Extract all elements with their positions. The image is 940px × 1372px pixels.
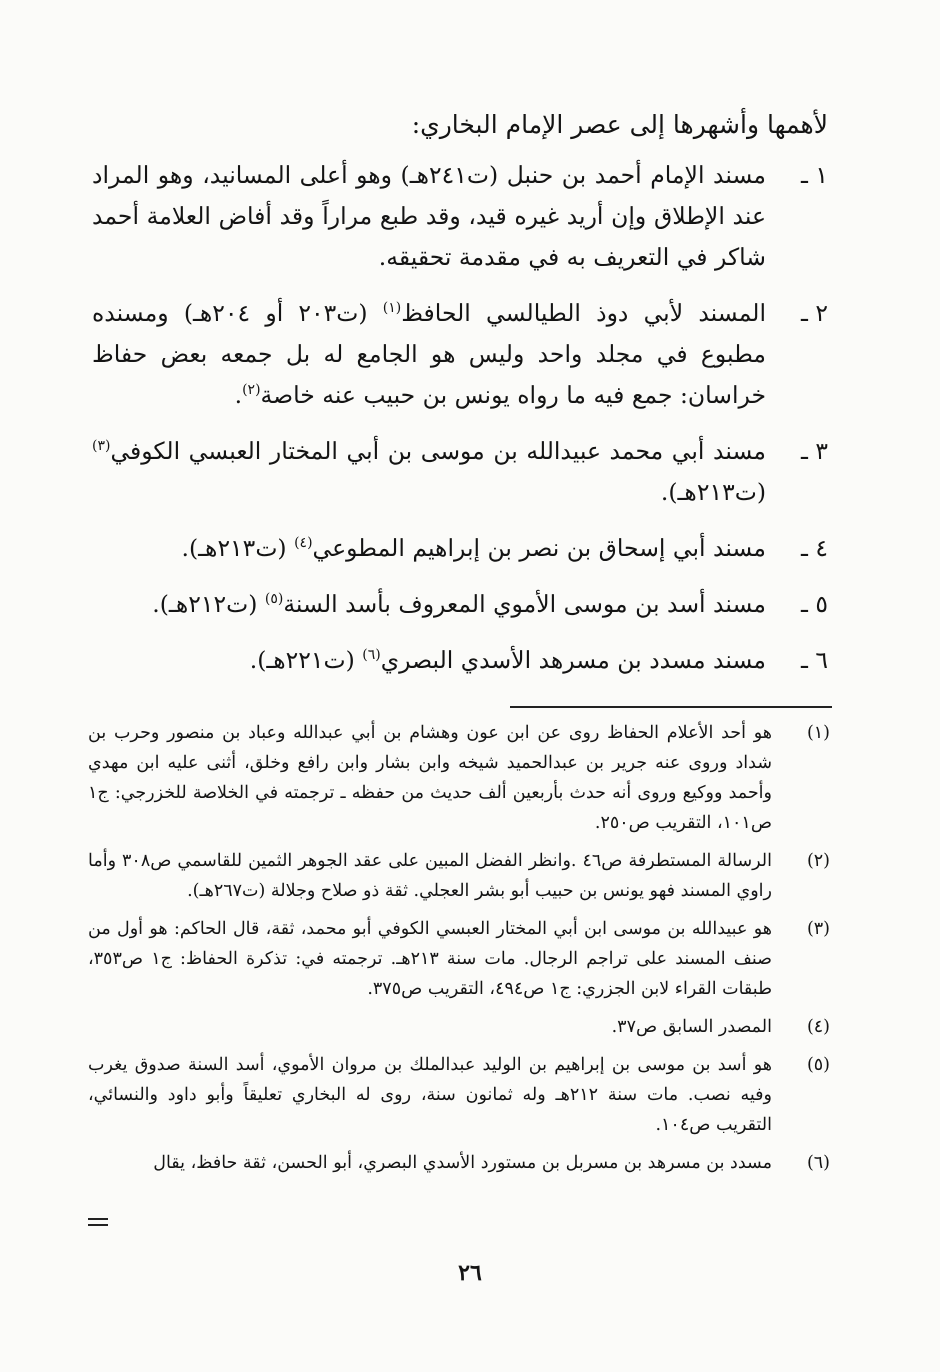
page-number: ٢٦ — [458, 1260, 482, 1286]
item-text: (ت٢٢١هـ). — [249, 646, 363, 674]
footnote-number: (٣) — [806, 919, 830, 939]
footnote-number: (١) — [806, 723, 830, 743]
item-text: مسند مسدد بن مسرهد الأسدي البصري — [380, 646, 766, 674]
list-item — [92, 640, 828, 681]
item-text: (ت٢٠٣ أو ٢٠٤هـ) ومسنده مطبوع في مجلد واحد وليس هو الجامع له بل جمعه بعض حفاظ خراسان: جمع فيه ما رواه يونس بن حبيب عنه خاصة — [92, 299, 766, 409]
footnote-text: المصدر السابق ص٣٧. — [611, 1017, 772, 1037]
item-text: (ت٢١٣هـ). — [181, 534, 295, 562]
item-number: ٥ ـ — [801, 590, 828, 618]
item-text: مسند أسد بن موسى الأموي المعروف بأسد السنة — [283, 590, 766, 618]
item-number: ٢ ـ — [801, 299, 828, 327]
footnote-number: (٥) — [806, 1055, 830, 1075]
footnote-ref[interactable]: (٦) — [362, 647, 381, 664]
footnote-ref[interactable]: (٣) — [92, 438, 111, 455]
footnote — [88, 1050, 830, 1140]
footnote-ref[interactable]: (٢) — [242, 382, 261, 399]
item-text: المسند لأبي دوذ الطيالسي الحافظ — [401, 299, 766, 327]
footnote — [88, 846, 830, 906]
list-item — [92, 293, 828, 416]
item-text: (ت٢١٣هـ). — [660, 478, 766, 506]
footnote-number: (٢) — [806, 851, 830, 871]
footnote-number: (٦) — [806, 1153, 830, 1173]
item-number: ٣ ـ — [801, 437, 828, 465]
footnote-text: هو عبيدالله بن موسى ابن أبي المختار العبسي الكوفي أبو محمد، ثقة، قال الحاكم: هو أول من صنف المسند على تراجم الرجال. مات سنة ٢١٣هـ. ترجمته في: تذكرة الحفاظ: ج١ ص٣٥٣، طبقات القراء لابن الجزري: ج١ ص٤٩٤، التقريب ص٣٧٥. — [88, 919, 772, 999]
footnote-ref[interactable]: (٤) — [294, 535, 313, 552]
footnote-text: هو أحد الأعلام الحفاظ روى عن ابن عون وهشام بن أبي عبدالله وعباد بن منصور وحرب بن شداد وروى عنه جرير بن عبدالحميد شيخه وابن بشار وابن رافع وخلق، أثنى عليه ابن مهدي وأحمد ووكيع وروى أنه حدث بأربعين ألف حديث من حفظه ـ ترجمته في الخلاصة للخزرجي: ج١ ص١٠١، التقريب ص٢٥٠. — [88, 723, 772, 833]
footnote-number: (٤) — [806, 1017, 830, 1037]
item-text: مسند الإمام أحمد بن حنبل (ت٢٤١هـ) وهو أعلى المسانيد، وهو المراد عند الإطلاق وإن أريد غيره قيد، وقد طبع مراراً وقد أفاض العلامة أحمد شاكر في التعريف به في مقدمة تحقيقه. — [92, 161, 766, 271]
footnote-text: الرسالة المستطرفة ص٤٦ .وانظر الفضل المبين على عقد الجوهر الثمين للقاسمي ص٣٠٨ وأما راوي المسند فهو يونس بن حبيب أبو بشر العجلي. ثقة ذو صلاح وجلالة (ت٢٦٧هـ). — [88, 851, 772, 901]
footnote-text: مسدد بن مسرهد بن مسربل بن مستورد الأسدي البصري، أبو الحسن، ثقة حافظ، يقال — [153, 1153, 772, 1173]
intro-line: لأهمها وأشهرها إلى عصر الإمام البخاري: — [411, 110, 828, 139]
item-text: مسند أبي إسحاق بن نصر بن إبراهيم المطوعي — [312, 534, 766, 562]
footnote — [88, 718, 830, 838]
item-text: مسند أبي محمد عبيدالله بن موسى بن أبي المختار العبسي الكوفي — [110, 437, 766, 465]
item-text: . — [234, 381, 243, 409]
list-item — [92, 584, 828, 625]
footnote — [88, 914, 830, 1004]
item-number: ١ ـ — [801, 161, 828, 189]
footnote-text: هو أسد بن موسى بن إبراهيم بن الوليد عبدالملك بن مروان الأموي، أسد السنة صدوق يغرب وفيه نصب. مات سنة ٢١٢هـ وله ثمانون سنة، روى له البخاري تعليقاً وأبو داود والنسائي، التقريب ص١٠٤. — [88, 1055, 772, 1135]
footnote-ref[interactable]: (٥) — [264, 591, 284, 608]
list-item — [92, 431, 828, 513]
list-item — [92, 528, 828, 569]
item-text: (ت٢١٢هـ). — [152, 590, 265, 618]
list-item — [92, 155, 828, 278]
item-number: ٤ ـ — [801, 534, 828, 562]
footnotes — [88, 718, 830, 1178]
footnote — [88, 1148, 830, 1178]
footnote-separator — [510, 706, 832, 708]
musnad-list — [92, 155, 828, 681]
item-number: ٦ ـ — [801, 646, 828, 674]
footnote-ref[interactable]: (١) — [382, 300, 402, 317]
footnote — [88, 1012, 830, 1042]
